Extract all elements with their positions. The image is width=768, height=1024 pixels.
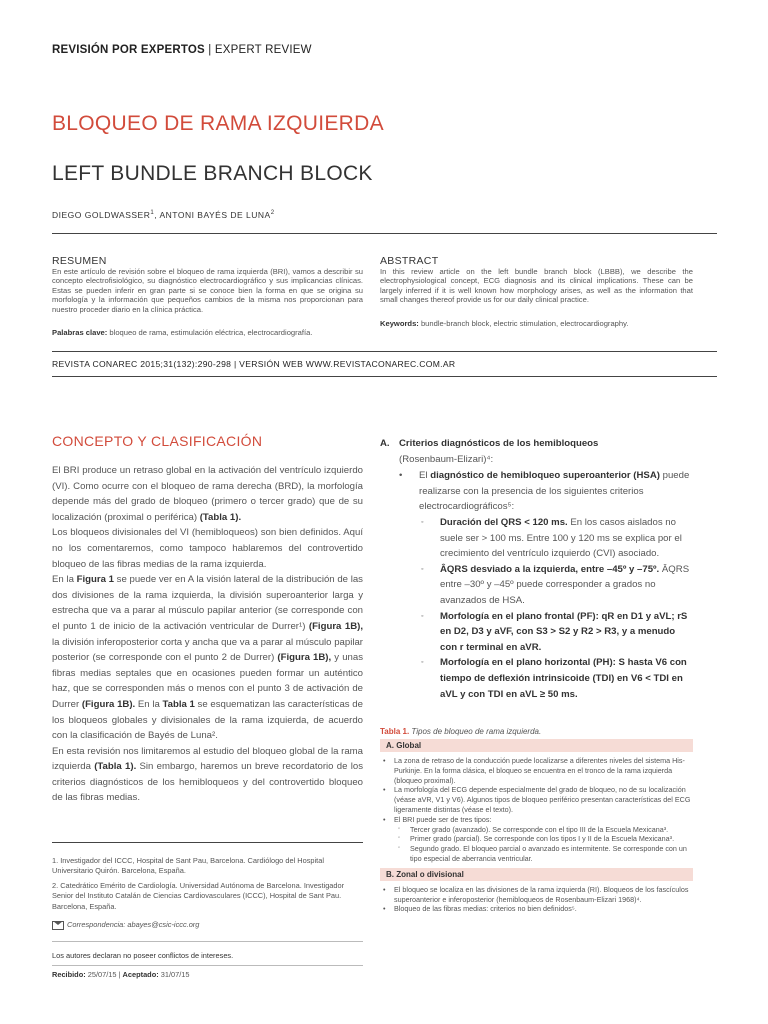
criterion-4-bold: Morfología en el plano horizontal (PH): S hasta V6 con tiempo de deflexión intrinsicoide (TDI) en V6 < TDI en aVL y con TDI en aVL ≥ 50 ms. <box>440 657 687 700</box>
author-2-affil: 2 <box>270 210 275 217</box>
subrow-bullet: ◦ <box>398 825 401 832</box>
criterion-1-mark: ◦ <box>421 519 424 526</box>
table-row <box>380 815 693 825</box>
p3-i: En la <box>135 698 163 710</box>
row-bullet: • <box>383 814 386 824</box>
author-separator: , <box>154 210 160 220</box>
resumen-text: En este artículo de revisión sobre el bloqueo de rama izquierda (BRI), vamos a describir su concepto electrofisiológico, su diagnóstico electrocardiográfico y sus implicancias clínicas. Estas se pueden inferir en gran parte si se conoce bien la forma en que se origina su morfología y la información que pequeños cambios de la misma nos proporcionan para nuestro proceder diario en la clínica práctica. <box>52 267 363 314</box>
hsa-a: El <box>419 470 431 481</box>
criterion-2-mark: ◦ <box>421 565 424 573</box>
row-text: La morfología del ECG depende especialmente del grado de bloqueo, no de su localización (véase aVR, V1 y V6). Algunos tipos de bloqueo periférico presentan características del ECG ligeramente distintas (véase el texto). <box>394 785 691 814</box>
table-caption-text: Tipos de bloqueo de rama izquierda. <box>409 727 542 736</box>
table-caption-label: Tabla 1. <box>380 727 410 736</box>
criteria-bullet-hsa <box>399 468 694 515</box>
divider-top <box>52 233 717 234</box>
recibido-label: Recibido: <box>52 970 86 979</box>
abstract-keywords-label: Keywords: <box>380 319 419 328</box>
criterion-3-bold: Morfología en el plano frontal (PF): qR en D1 y aVL; rS en D2, D3 y aVF, con S3 > S2 y R2 > R3, y a menudo con r terminal en aVR. <box>440 610 688 653</box>
author-2: ANTONI BAYÉS DE LUNA <box>159 210 271 220</box>
criterion-2-text: ÂQRS entre –30º y –45º puede corresponder a grados no avanzados de HSA. <box>440 563 690 606</box>
table-row <box>380 785 693 814</box>
criteria-letter: A. <box>380 438 390 449</box>
abstract-keywords-text: bundle-branch block, electric stimulation, electrocardiography. <box>418 319 629 328</box>
p1-ref: (Tabla 1). <box>199 511 242 523</box>
resumen-keywords-label: Palabras clave: <box>52 328 108 337</box>
table-subrow <box>380 834 693 844</box>
p3-h: (Figura 1B). <box>81 698 136 710</box>
p3-b: Figura 1 <box>76 574 114 586</box>
paragraph-4 <box>52 744 363 806</box>
row-text: La zona de retraso de la conducción puede localizarse a diferentes niveles del sistema His-Purkinje. En la forma clásica, el bloqueo se encuentra en el tronco de la rama izquierda (bloqueo proximal). <box>394 756 685 785</box>
p4-b: (Tabla 1). <box>94 761 137 773</box>
correspondence <box>52 920 363 930</box>
row-text: Bloqueo de las fibras medias: criterios no bien definidos⁵. <box>394 904 577 914</box>
left-column-body <box>52 463 363 806</box>
subrow-text: Segundo grado. El bloqueo parcial o avanzado es intermitente. Se corresponde con un tipo especial de aberrancia ventricular. <box>410 844 687 863</box>
hsa-c: puede realizarse con la presencia de los siguientes criterios electrocardiográficos⁵: <box>419 470 690 513</box>
p4-a: En esta revisión nos limitaremos al estudio del bloqueo global de la rama izquierda <box>52 745 363 773</box>
p3-d: (Figura 1B), <box>308 620 363 632</box>
criteria-source: (Rosenbaum-Elizari)⁴: <box>399 454 494 465</box>
criteria-heading <box>380 436 700 452</box>
hsa-b: diagnóstico de hemibloqueo superoanterior (HSA) <box>430 470 660 481</box>
criterion-1 <box>419 515 694 562</box>
bullet-mark: • <box>399 470 403 481</box>
p3-e: la división inferoposterior corta y ancha que va a parar al músculo papilar posterior (se corresponde con el punto 2 de Durrer) <box>52 636 363 664</box>
row-bullet: • <box>383 756 386 765</box>
row-bullet: • <box>383 785 386 795</box>
dates-line <box>52 970 363 980</box>
table-subrow <box>380 844 693 864</box>
row-bullet: • <box>383 904 386 914</box>
authors-line <box>52 210 275 220</box>
p3-f: (Figura 1B), <box>277 652 332 664</box>
section-heading-concepto: CONCEPTO Y CLASIFICACIÓN <box>52 433 263 449</box>
table-global-list <box>380 752 693 868</box>
row-text: El BRI puede ser de tres tipos: <box>394 814 492 824</box>
divider-journal-top <box>52 351 717 352</box>
table-row <box>380 756 693 785</box>
subrow-text: Primer grado (parcial). Se corresponde con los tipos I y II de la Escuela Mexicana³. <box>410 834 675 844</box>
criteria-title: Criterios diagnósticos de los hemibloqueos <box>399 438 599 449</box>
paragraph-2: Los bloqueos divisionales del VI (hemibloqueos) son bien definidos. Aquí no los comentaremos, como tampoco hablaremos del controvertido bloqueo de las fibras medias de la rama izquierda. <box>52 527 363 570</box>
subrow-bullet: ◦ <box>398 845 401 852</box>
criteria-sublist <box>419 515 694 702</box>
table-band-global: A. Global <box>380 739 693 752</box>
journal-citation: REVISTA CONAREC 2015;31(132):290-298 | VERSIÓN WEB WWW.REVISTACONAREC.COM.AR <box>52 359 456 369</box>
aceptado-date: 31/07/15 <box>158 970 190 979</box>
section-header <box>52 44 312 56</box>
paragraph-1 <box>52 463 363 525</box>
divider-conflicts <box>52 941 363 942</box>
footnote-1: 1. Investigador del ICCC, Hospital de Sant Pau, Barcelona. Cardiólogo del Hospital Universitario Quirón. Barcelona, España. <box>52 856 324 876</box>
author-1: DIEGO GOLDWASSER <box>52 210 151 220</box>
divider-footnotes <box>52 842 363 843</box>
p1-text: El BRI produce un retraso global en la activación del ventrículo izquierdo (VI). Como ocurre con el bloqueo de rama derecha (BRD), la morfología depende más del grado de bloqueo (primero o tercer grado) que de su localización (proximal o periférica) <box>52 465 363 523</box>
hsa-text <box>399 468 694 515</box>
divider-journal-bottom <box>52 376 717 377</box>
envelope-icon <box>52 921 64 930</box>
conflicts-statement: Los autores declaran no poseer conflictos de intereses. <box>52 951 234 960</box>
criterion-4-mark: ◦ <box>421 659 424 667</box>
p4-c: Sin embargo, haremos un breve recordatorio de los criterios diagnósticos de los hemibloqueos y del controvertido bloqueo de las fibras medias. <box>52 761 363 804</box>
table-row <box>380 904 693 914</box>
section-separator: | <box>208 44 212 56</box>
divider-dates <box>52 965 363 966</box>
table-zonal-list <box>380 881 693 914</box>
resumen-keywords-text: bloqueo de rama, estimulación eléctrica, electrocardiografía. <box>107 328 313 337</box>
table-row <box>380 885 693 905</box>
table-caption <box>380 727 541 736</box>
title-spanish: BLOQUEO DE RAMA IZQUIERDA <box>52 112 384 135</box>
criterion-3-mark: ◦ <box>421 612 424 620</box>
correspondence-email[interactable]: abayes@csic-iccc.org <box>125 920 200 929</box>
p3-c: se puede ver en A la visión lateral de la distribución de las dos divisiones de la rama izquierda, la división superoanterior larga y estrecha que va a parar al músculo papilar anterior (se corresponde con el punto 1 de inicio de la activación ventricular de Durrer¹) <box>52 574 363 632</box>
criterion-1-bold: Duración del QRS < 120 ms. <box>440 517 568 528</box>
abstract-text: In this review article on the left bundle branch block (LBBB), we describe the electrophysiological concept, ECG diagnosis and its clinical implications. These can be largely inferred if it is well known how morphology arises, as well as the information that small changes thereof provide us for our daily clinical practice. <box>380 267 693 305</box>
row-bullet: • <box>383 884 386 894</box>
table-1 <box>380 739 693 914</box>
criterion-3 <box>419 609 694 656</box>
resumen-heading: RESUMEN <box>52 255 107 267</box>
abstract-keywords <box>380 319 693 328</box>
footnote-2: 2. Catedrático Emérito de Cardiología. Universidad Autónoma de Barcelona. Investigador Senior del Instituto Catalán de Ciencias Cardiovasculares (ICCC), Hospital de Sant Pau. Barcelona, España. <box>52 881 345 911</box>
subrow-bullet: ◦ <box>398 835 401 842</box>
subrow-text: Tercer grado (avanzado). Se corresponde con el tipo III de la Escuela Mexicana³. <box>410 824 669 834</box>
correspondence-label: Correspondencia: <box>67 920 126 929</box>
p3-k: se esquematizan las características de los bloqueos globales y divisionales de la rama izquierda, de acuerdo con la clasificación de Bayés de Luna². <box>52 698 363 742</box>
author-1-affil: 1 <box>150 210 155 217</box>
abstract-heading: ABSTRACT <box>380 255 439 267</box>
section-label-en: EXPERT REVIEW <box>214 44 312 56</box>
title-english: LEFT BUNDLE BRANCH BLOCK <box>52 162 373 185</box>
aceptado-label: Aceptado: <box>122 970 159 979</box>
recibido-date: 25/07/15 | <box>85 970 123 979</box>
table-band-zonal: B. Zonal o divisional <box>380 868 693 881</box>
resumen-keywords <box>52 328 363 337</box>
p3-j: Tabla 1 <box>162 698 195 710</box>
p3-g: y unas fibras medias septales que en ocasiones pueden formar un auténtico haz, que se corresponden más o menos con el punto 3 de activación de Durrer <box>52 652 363 710</box>
paragraph-3 <box>52 572 363 744</box>
criterion-2-bold: ÂQRS desviado a la izquierda, entre –45º y –75º. <box>440 563 660 575</box>
row-text: El bloqueo se localiza en las divisiones de la rama izquierda (RI). Bloqueos de los fascículos superoanterior e inferoposterior (hemibloqueos de Rosenbaum-Elizari 1968)⁴. <box>394 884 689 904</box>
section-label-es: REVISIÓN POR EXPERTOS <box>52 44 205 56</box>
criterion-1-text: En los casos aislados no suele ser > 100 ms. Entre 100 y 120 ms se explica por el crecimiento del ventrículo izquierdo (CVI) asociado. <box>440 517 682 560</box>
criterion-2 <box>419 562 694 609</box>
p3-a: En la <box>52 574 77 586</box>
table-subrow <box>380 825 693 835</box>
criterion-4 <box>419 655 694 702</box>
